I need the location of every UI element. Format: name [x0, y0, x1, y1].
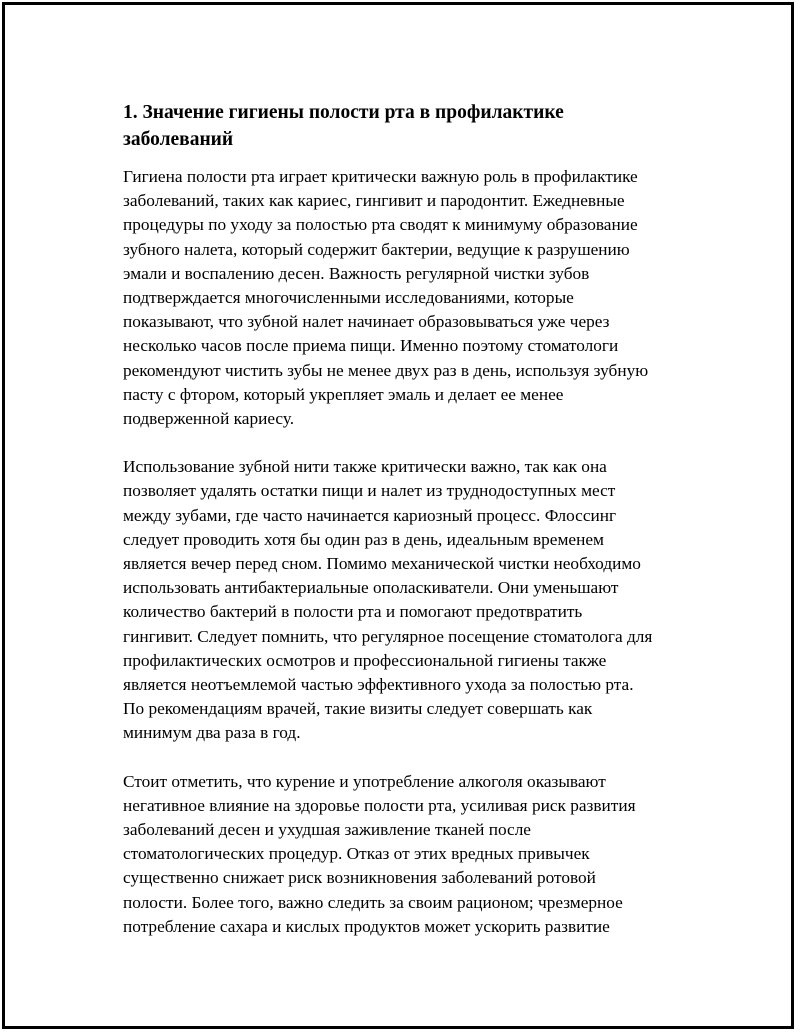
heading-line: 1. Значение гигиены полости рта в профилактике	[123, 102, 564, 123]
text-line: является вечер перед сном. Помимо механической чистки необходимо	[123, 554, 641, 574]
text-line: полости. Более того, важно следить за своим рационом; чрезмерное	[123, 892, 623, 912]
text-line: По рекомендациям врачей, такие визиты следует совершать как	[123, 699, 593, 719]
text-line: негативное влияние на здоровье полости рта, усиливая риск развития	[123, 795, 636, 815]
paragraph-flossing	[123, 455, 699, 745]
text-line: эмали и воспалению десен. Важность регулярной чистки зубов	[123, 263, 590, 283]
text-line: рекомендуют чистить зубы не менее двух раз в день, используя зубную	[123, 360, 649, 380]
text-line: подверженной кариесу.	[123, 409, 295, 429]
text-line: заболеваний, таких как кариес, гингивит и пародонтит. Ежедневные	[123, 191, 625, 211]
paragraph-oral-hygiene	[123, 165, 699, 431]
section-heading	[123, 99, 699, 153]
text-line: профилактических осмотров и профессиональной гигиены также	[123, 650, 607, 670]
heading-line: заболеваний	[123, 129, 234, 150]
text-line: использовать антибактериальные ополаскиватели. Они уменьшают	[123, 578, 619, 598]
document-body	[123, 99, 699, 963]
text-line: Гигиена полости рта играет критически важную роль в профилактике	[123, 167, 638, 186]
text-line: между зубами, где часто начинается кариозный процесс. Флоссинг	[123, 505, 617, 525]
text-line: количество бактерий в полости рта и помогают предотвратить	[123, 602, 583, 622]
text-line: подтверждается многочисленными исследованиями, которые	[123, 288, 574, 308]
text-line: гингивит. Следует помнить, что регулярное посещение стоматолога для	[123, 626, 653, 646]
text-line: существенно снижает риск возникновения заболеваний ротовой	[123, 868, 596, 888]
text-line: минимум два раза в год.	[123, 723, 301, 743]
page-frame	[2, 2, 794, 1029]
text-line: Использование зубной нити также критически важно, так как она	[123, 457, 607, 477]
paragraph-habits-diet	[123, 770, 699, 939]
text-line: показывают, что зубной налет начинает образовываться уже через	[123, 312, 610, 332]
text-line: Стоит отметить, что курение и употребление алкоголя оказывают	[123, 771, 606, 791]
text-line: позволяет удалять остатки пищи и налет из труднодоступных мест	[123, 481, 616, 501]
text-line: зубного налета, который содержит бактерии, ведущие к разрушению	[123, 239, 630, 259]
text-line: следует проводить хотя бы один раз в день, идеальным временем	[123, 529, 604, 549]
text-line: стоматологических процедур. Отказ от этих вредных привычек	[123, 844, 590, 864]
text-line: потребление сахара и кислых продуктов может ускорить развитие	[123, 916, 610, 936]
text-line: пасту с фтором, который укрепляет эмаль и делает ее менее	[123, 384, 564, 404]
text-line: заболеваний десен и ухудшая заживление тканей после	[123, 820, 531, 840]
text-line: несколько часов после приема пищи. Именно поэтому стоматологи	[123, 336, 619, 356]
text-line: является неотъемлемой частью эффективного ухода за полостью рта.	[123, 675, 634, 695]
text-line: процедуры по уходу за полостью рта сводят к минимуму образование	[123, 215, 638, 235]
